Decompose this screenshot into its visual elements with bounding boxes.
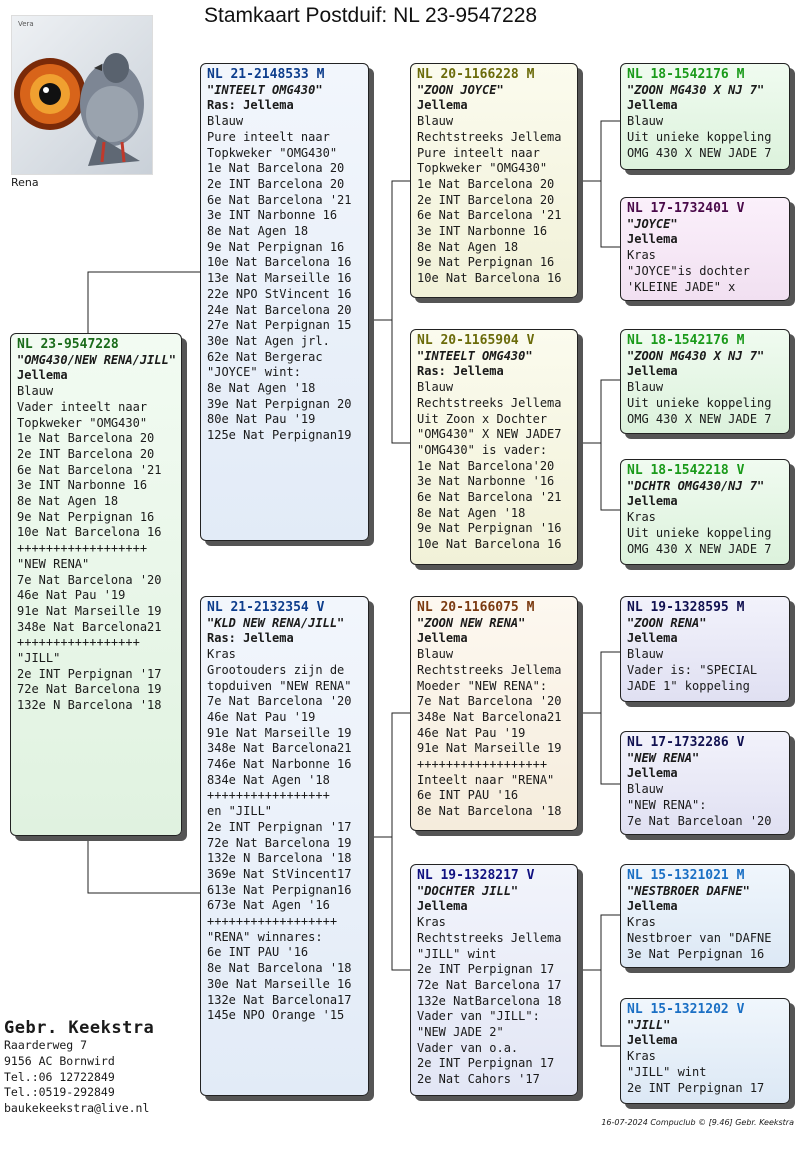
info-line: 7e Nat Barcelona '20 [417, 694, 562, 709]
strain: Jellema [17, 368, 68, 383]
info-line: "JILL" wint [627, 1064, 707, 1079]
info-line: 369e Nat StVincent17 [207, 866, 352, 881]
info-line: 80e Nat Pau '19 [207, 412, 316, 427]
strain: Jellema [417, 899, 468, 914]
ring-number: NL 19-1328595 M [627, 600, 745, 615]
info-line: 39e Nat Perpignan 20 [207, 396, 352, 411]
info-line: OMG 430 X NEW JADE 7 [627, 541, 772, 556]
info-line: Blauw [627, 647, 664, 662]
pigeon-name: "ZOON RENA" [627, 615, 707, 630]
ring-number: NL 18-1542218 V [627, 463, 745, 478]
pigeon-card-mmf [620, 864, 790, 968]
strain: Jellema [627, 1033, 678, 1048]
info-line: 613e Nat Perpignan16 [207, 882, 352, 897]
pigeon-card-fmm [620, 459, 790, 565]
strain: Jellema [417, 631, 468, 646]
strain: Jellema [627, 899, 678, 914]
pigeon-card-fff [620, 63, 790, 170]
info-line: Rechtstreeks Jellema [417, 662, 562, 677]
pigeon-card-father [200, 63, 369, 541]
info-line: OMG 430 X NEW JADE 7 [627, 411, 772, 426]
info-line: "RENA" winnares: [207, 929, 323, 944]
strain: Jellema [627, 98, 678, 113]
pigeon-card-mmm [620, 998, 790, 1104]
info-line: 3e INT Narbonne 16 [207, 208, 338, 223]
pigeon-card-mm [410, 864, 578, 1096]
info-line: "OMG430" X NEW JADE7 [417, 427, 562, 442]
info-line: 10e Nat Barcelona 16 [17, 525, 162, 540]
info-line: 1e Nat Barcelona'20 [417, 458, 555, 473]
info-line: 673e Nat Agen '16 [207, 898, 330, 913]
info-line: Topkweker "OMG430" [17, 415, 148, 430]
info-line: 3e INT Narbonne 16 [17, 478, 148, 493]
info-line: 10e Nat Barcelona 16 [417, 537, 562, 552]
info-line: 8e Nat Agen '18 [207, 381, 316, 396]
info-line: Inteelt naar "RENA" [417, 772, 555, 787]
info-line: 9e Nat Perpignan 16 [17, 509, 155, 524]
ring-number: NL 23-9547228 [17, 337, 119, 352]
pigeon-card-ff [410, 63, 578, 298]
info-line: 13e Nat Marseille 16 [207, 271, 352, 286]
pigeon-card-ffm [620, 197, 790, 301]
info-line: 145e NPO Orange '15 [207, 1008, 345, 1023]
info-line: 30e Nat Agen jrl. [207, 333, 330, 348]
info-line: Vader is: "SPECIAL [627, 662, 758, 677]
info-line: "JILL" wint [417, 946, 497, 961]
ring-number: NL 20-1166075 M [417, 600, 535, 615]
pigeon-name: "INTEELT OMG430" [417, 348, 533, 363]
ring-number: NL 17-1732401 V [627, 201, 745, 216]
pigeon-name: "INTEELT OMG430" [207, 82, 323, 97]
pigeon-name: "ZOON JOYCE" [417, 82, 504, 97]
strain: Ras: Jellema [207, 98, 294, 113]
info-line: 2e INT Perpignan 17 [417, 1056, 555, 1071]
info-line: 91e Nat Marseille 19 [17, 603, 162, 618]
pigeon-name: "ZOON MG430 X NJ 7" [627, 348, 765, 363]
info-line: Kras [627, 915, 656, 930]
info-line: 'KLEINE JADE" x [627, 279, 736, 294]
info-line: 9e Nat Perpignan '16 [417, 521, 562, 536]
strain: Ras: Jellema [207, 631, 294, 646]
strain: Jellema [627, 631, 678, 646]
info-line: 7e Nat Barceloan '20 [627, 813, 772, 828]
info-line: 2e INT Barcelona 20 [207, 176, 345, 191]
ring-number: NL 21-2148533 M [207, 67, 325, 82]
ring-number: NL 18-1542176 M [627, 333, 745, 348]
info-line: Uit unieke koppeling [627, 395, 772, 410]
info-line: +++++++++++++++++ [207, 788, 330, 803]
info-line: 24e Nat Barcelona 20 [207, 302, 352, 317]
info-line: 2e INT Perpignan 17 [417, 962, 555, 977]
ring-number: NL 15-1321202 V [627, 1002, 745, 1017]
info-line: "NEW RENA": [627, 797, 707, 812]
info-line: Uit unieke koppeling [627, 525, 772, 540]
strain: Jellema [627, 232, 678, 247]
info-line: 348e Nat Barcelona21 [417, 709, 562, 724]
strain: Jellema [627, 364, 678, 379]
info-line: 125e Nat Perpignan19 [207, 428, 352, 443]
info-line: 8e Nat Barcelona '18 [207, 961, 352, 976]
info-line: 6e INT PAU '16 [207, 945, 309, 960]
info-line: Uit unieke koppeling [627, 129, 772, 144]
info-line: +++++++++++++++++ [17, 635, 140, 650]
info-line: 46e Nat Pau '19 [207, 709, 316, 724]
info-line: Kras [627, 248, 656, 263]
info-line: 6e Nat Barcelona '21 [417, 208, 562, 223]
pigeon-name: "ZOON NEW RENA" [417, 615, 526, 630]
info-line: 132e N Barcelona '18 [17, 698, 162, 713]
info-line: 2e INT Perpignan '17 [17, 666, 162, 681]
info-line: 834e Nat Agen '18 [207, 772, 330, 787]
info-line: topduiven "NEW RENA" [207, 678, 352, 693]
info-line: Nestbroer van "DAFNE [627, 930, 772, 945]
info-line: 6e Nat Barcelona '21 [417, 490, 562, 505]
strain: Jellema [627, 766, 678, 781]
info-line: Uit Zoon x Dochter [417, 411, 548, 426]
info-line: Pure inteelt naar [417, 145, 540, 160]
info-line: 8e Nat Agen 18 [207, 224, 309, 239]
info-line: 8e Nat Agen 18 [17, 494, 119, 509]
info-line: 22e NPO StVincent 16 [207, 286, 352, 301]
info-line: 27e Nat Perpignan 15 [207, 318, 352, 333]
info-line: Kras [627, 510, 656, 525]
info-line: Topkweker "OMG430" [417, 161, 548, 176]
breeder-email: baukekeekstra@live.nl [4, 1101, 150, 1116]
info-line: "NEW JADE 2" [417, 1025, 504, 1040]
pigeon-name: "ZOON MG430 X NJ 7" [627, 82, 765, 97]
pigeon-name: "NESTBROER DAFNE" [627, 883, 750, 898]
info-line: 2e INT Barcelona 20 [417, 192, 555, 207]
pigeon-name: "DOCHTER JILL" [417, 883, 519, 898]
ring-number: NL 17-1732286 V [627, 735, 745, 750]
info-line: 91e Nat Marseille 19 [417, 741, 562, 756]
pigeon-name: "OMG430/NEW RENA/JILL" [17, 352, 176, 367]
info-line: 132e NatBarcelona 18 [417, 993, 562, 1008]
info-line: 3e INT Narbonne 16 [417, 224, 548, 239]
info-line: ++++++++++++++++++ [17, 541, 148, 556]
info-line: ++++++++++++++++++ [207, 914, 338, 929]
info-line: 132e Nat Barcelona17 [207, 992, 352, 1007]
strain: Jellema [417, 98, 468, 113]
ring-number: NL 19-1328217 V [417, 868, 535, 883]
info-line: Blauw [417, 114, 454, 129]
info-line: 3e Nat Narbonne '16 [417, 474, 555, 489]
info-line: 3e Nat Perpignan 16 [627, 946, 765, 961]
photo-logo: Vera [18, 20, 34, 28]
info-line: 72e Nat Barcelona 17 [417, 977, 562, 992]
ring-number: NL 15-1321021 M [627, 868, 745, 883]
info-line: "NEW RENA" [17, 556, 90, 571]
info-line: 30e Nat Marseille 16 [207, 976, 352, 991]
info-line: 746e Nat Narbonne 16 [207, 757, 352, 772]
info-line: Blauw [417, 380, 454, 395]
info-line: 91e Nat Marseille 19 [207, 725, 352, 740]
pigeon-card-mff [620, 596, 790, 702]
info-line: 8e Nat Agen '18 [417, 505, 526, 520]
breeder-postcode: 9156 AC Bornwird [4, 1053, 115, 1068]
info-line: 7e Nat Barcelona '20 [17, 572, 162, 587]
pigeon-name: "JOYCE" [627, 216, 678, 231]
ring-number: NL 20-1166228 M [417, 67, 535, 82]
info-line: Vader van "JILL": [417, 1009, 540, 1024]
info-line: Blauw [627, 782, 664, 797]
info-line: 10e Nat Barcelona 16 [207, 255, 352, 270]
info-line: "JOYCE" wint: [207, 365, 301, 380]
ring-number: NL 18-1542176 M [627, 67, 745, 82]
info-line: 8e Nat Barcelona '18 [417, 804, 562, 819]
info-line: 62e Nat Bergerac [207, 349, 323, 364]
pigeon-card-fmf [620, 329, 790, 434]
info-line: Kras [207, 647, 236, 662]
ring-number: NL 20-1165904 V [417, 333, 535, 348]
strain: Jellema [627, 494, 678, 509]
info-line: en "JILL" [207, 804, 273, 819]
info-line: JADE 1" koppeling [627, 678, 750, 693]
info-line: Kras [417, 915, 446, 930]
info-line: Blauw [627, 380, 664, 395]
pigeon-name: "KLD NEW RENA/JILL" [207, 615, 345, 630]
info-line: Vader inteelt naar [17, 399, 148, 414]
strain: Ras: Jellema [417, 364, 504, 379]
info-line: Grootouders zijn de [207, 662, 345, 677]
pigeon-name: "NEW RENA" [627, 750, 700, 765]
info-line: 132e N Barcelona '18 [207, 851, 352, 866]
info-line: "JILL" [17, 651, 61, 666]
pigeon-card-mfm [620, 731, 790, 835]
info-line: 6e Nat Barcelona '21 [17, 462, 162, 477]
breeder-info [4, 1018, 154, 1117]
info-line: 348e Nat Barcelona21 [17, 619, 162, 634]
info-line: Rechtstreeks Jellema [417, 395, 562, 410]
info-line: 2e INT Perpignan '17 [207, 819, 352, 834]
info-line: 46e Nat Pau '19 [17, 588, 126, 603]
info-line: ++++++++++++++++++ [417, 757, 548, 772]
info-line: Rechtstreeks Jellema [417, 129, 562, 144]
info-line: 2e INT Perpignan 17 [627, 1080, 765, 1095]
info-line: Vader van o.a. [417, 1040, 519, 1055]
info-line: 7e Nat Barcelona '20 [207, 694, 352, 709]
pigeon-card-fm [410, 329, 578, 565]
photo-caption: Rena [11, 176, 39, 189]
info-line: 9e Nat Perpignan 16 [417, 255, 555, 270]
info-line: Kras [627, 1049, 656, 1064]
info-line: 46e Nat Pau '19 [417, 725, 526, 740]
info-line: 2e Nat Cahors '17 [417, 1072, 540, 1087]
info-line: 8e Nat Agen 18 [417, 239, 519, 254]
info-line: 72e Nat Barcelona 19 [207, 835, 352, 850]
info-line: Moeder "NEW RENA": [417, 678, 548, 693]
info-line: Blauw [207, 114, 244, 129]
info-line: Blauw [417, 647, 454, 662]
pigeon-card-mother [200, 596, 369, 1096]
info-line: 348e Nat Barcelona21 [207, 741, 352, 756]
info-line: 1e Nat Barcelona 20 [417, 176, 555, 191]
ring-number: NL 21-2132354 V [207, 600, 325, 615]
breeder-address: Raarderweg 7 [4, 1038, 88, 1052]
breeder-phone: Tel.:0519-292849 [4, 1085, 115, 1100]
footer-credit: 16-07-2024 Compuclub © [9.46] Gebr. Keekstra [601, 1118, 794, 1127]
info-line: Rechtstreeks Jellema [417, 930, 562, 945]
info-line: OMG 430 X NEW JADE 7 [627, 145, 772, 160]
pigeon-card-main [10, 333, 182, 836]
pigeon-card-mf [410, 596, 578, 831]
info-line: 2e INT Barcelona 20 [17, 446, 155, 461]
info-line: 6e INT PAU '16 [417, 788, 519, 803]
info-line: Blauw [627, 114, 664, 129]
info-line: 72e Nat Barcelona 19 [17, 682, 162, 697]
info-line: 9e Nat Perpignan 16 [207, 239, 345, 254]
breeder-name: Gebr. Keekstra [4, 1018, 155, 1038]
info-line: "OMG430" is vader: [417, 442, 548, 457]
info-line: Topkweker "OMG430" [207, 145, 338, 160]
info-line: "JOYCE"is dochter [627, 263, 750, 278]
info-line: Pure inteelt naar [207, 129, 330, 144]
breeder-phone-mobile: Tel.:06 12722849 [4, 1069, 115, 1084]
info-line: 6e Nat Barcelona '21 [207, 192, 352, 207]
info-line: 1e Nat Barcelona 20 [17, 431, 155, 446]
pigeon-name: "JILL" [627, 1017, 671, 1032]
info-line: 1e Nat Barcelona 20 [207, 161, 345, 176]
pigeon-name: "DCHTR OMG430/NJ 7" [627, 478, 765, 493]
page-title: Stamkaart Postduif: NL 23-9547228 [204, 4, 538, 27]
info-line: 10e Nat Barcelona 16 [417, 271, 562, 286]
info-line: Blauw [17, 384, 54, 399]
